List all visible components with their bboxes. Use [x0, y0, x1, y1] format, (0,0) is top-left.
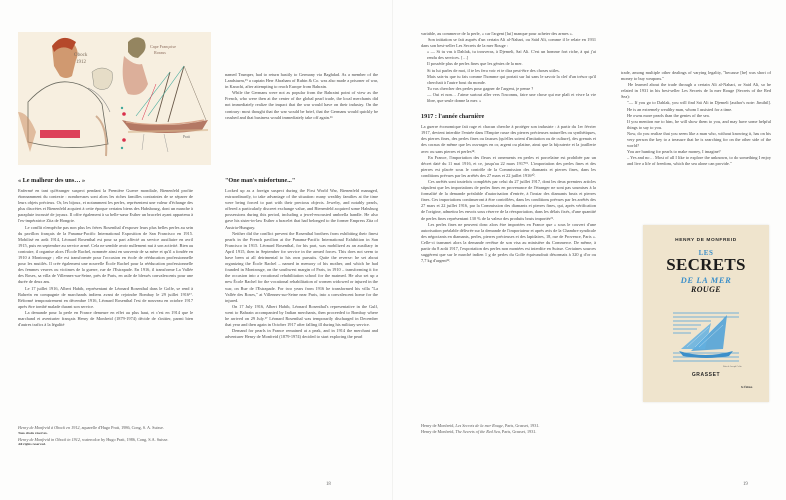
- book-cover-caption: [421, 423, 561, 435]
- svg-text:Cape Françoise: Cape Françoise: [150, 44, 176, 49]
- quote-line: Now, do you realize that you seem like a man who, without knowing it, has on his very person the key to a treasure that he is searching for on the other side of the world?: [627, 130, 771, 149]
- cover-edition: 9e Édition: [741, 386, 753, 389]
- section-heading-1917: 1917 : l'année charnière: [421, 113, 485, 121]
- quote-line: He owns more pearls than the genies of the sea.: [627, 112, 710, 118]
- paragraph: Le conflit n'empêche pas non plus les frères Rosenthal d'exposer leurs plus belles perles au sein du pavillon français de la Panama-Pacific International Exposition de San Francisco en 1915. Mobilisé en août 1914, Léonard Rosenthal est pour sa part affecté au service auxiliaire en avril 1915, puis en septembre au service armé. Cela ne semble avoir nullement nui à son activité. Bien au contraire, il organise alors l'École Rachel, nommée ainsi en souvenir de sa mère et qu'il a fondée en 1910 à Montrouge ; elle est transformée pour l'occasion en école de rééducation professionnelle pour les mutilés. Il crée également une nouvelle École Rachel pour la rééducation professionnelle des femmes veuves ou victimes de la guerre, rue de l'Estrapade. En 1916, il transforme La Vallée des Roses, sa villa de Villennes-sur-Seine, près de Paris, en asile de blessés convalescents pour une durée de deux ans.: [18, 224, 193, 285]
- caption-en-book-title: The Secrets of the Red Sea: [455, 428, 500, 434]
- section-heading-fr: « Le malheur des uns… »: [18, 177, 86, 184]
- cover-title-de-la-mer: DE LA MER: [680, 275, 732, 285]
- paragraph: trade, among multiple other dealings of varying legality, "because [he] was short of money to buy weapons.": [621, 70, 771, 82]
- quote-line: "— If you go to Dahlak, you will find Saï Ali in Djemeli [author's note: Jimihil]. He is an extremely wealthy man, whom I assisted for a time.: [627, 100, 771, 112]
- paragraph: Demand for pearls in France remained at a peak, and in 1914 the merchant and adventurer Henry de Monfreid (1879-1974) decided to start exploring the pearl: [225, 328, 378, 340]
- cover-publisher: GRASSET: [691, 372, 721, 378]
- quote-line: « — Si tu vas à Dahlak, tu trouveras, à Djemeli, Saï Ali. C'est un homme fort riche, à qui j'ai rendu des services. […]: [427, 49, 596, 61]
- section-heading-en: "One man's misfortune...": [225, 177, 296, 184]
- quote-line: Tu vas chercher des perles pour gagner de l'argent, je pense ?: [427, 85, 534, 91]
- paragraph: While the Germans were not as popular from the Bahraini point of view as the French, who were then at the center of the global pearl trade, the local merchants did not immediately realize the impact that the war would have on their industry. On the contrary: most thought that the war would be brief, that the Germans would quickly be crushed and that business would immediately take off again.¹⁶: [225, 90, 378, 120]
- sailboat-engraving-icon: [671, 309, 741, 367]
- paragraph: Ces arrêtés sont toutefois complétés par celui du 27 juillet 1917, dont les deux premiers articles stipulent que les importations de perles fines en provenance de l'étranger ne sont pas soumises à la formalité de la demande préalable d'autorisation d'entrée, à l'instar des diamants bruts et pierres fines. Ces importations continueront à être contrôlées, dans les conditions prévues par les arrêtés des 27 mars et 22 juillet 1916, par la Commission des diamants et pierres fines, qui, après vérification de l'origine, admettra les envois sous réserve de la réexportation, dans les délais fixés, d'une quantité de perles fines représentant 130 % de la valeur des produits bruts importés²¹.: [421, 178, 596, 221]
- paragraph: variable, au commerce de la perle, « car l'argent [lui] manque pour acheter des armes ».: [421, 31, 573, 36]
- caption-fr-title: Henry de Monfreid à Obock en 1912,: [18, 425, 81, 430]
- paragraph: named Trumper, had to return hastily to Germany via Baghdad. As a member of the Landsturm,¹⁵ a captain Herr Abraham of Rubin & Co. was also made a prisoner of war, in Karachi, after attempting to reach Europe from Bahrain.: [225, 72, 378, 90]
- svg-text:Roraus: Roraus: [154, 50, 166, 55]
- paragraph: Les perles fines ne peuvent donc alors être importées en France que « sous le couvert d'une autorisation préalable délivrée sur la demande de l'importateur et après avis de la Chambre syndicale des négociants en diamants, perles, pierres précieuses et des lapidaires, 18, rue de Provence, Paris ». Celle-ci transmet alors la demande revêtue de son visa au ministère du Commerce. De même, à partir du 8 août 1917, l'exportation des perles non montées est interdite en Suisse. Certaines sources suggèrent que sur le marché indien 1 g de perles du Golfe équivaudrait désormais à 320 g d'or ou 7,7 kg d'argent²².: [421, 221, 596, 264]
- paragraph: On 17 July 1916, Albert Habib, Léonard Rosenthal's representative in the Gulf, went to Bahrain accompanied by Indian merchants, then proceeded to Bombay where he arrived on 29 July.¹⁷ Léonard Rosenthal was temporarily discharged in December that year and then again in October 1917 after falling ill during his military service.: [225, 303, 378, 328]
- paragraph: La guerre économique fait rage et chacun cherche à protéger son industrie : à partir du 1er février 1917, devient interdite l'entrée dans l'Empire russe des pierres précieuses naturelles ou synthétiques, des pierres fines, des perles fines ou fausses (qu'elles soient d'imitation ou de culture), des grenats et des coraux de même que les ouvrages en or, argent ou platine, ainsi que la bijouterie et la joaillerie avec ou sans pierres et perles¹⁸.: [421, 124, 596, 154]
- caption-en-text: watercolor by Hugo Pratt, 1986, Cong, S.A. Suisse.: [81, 436, 169, 442]
- svg-text:Pratt: Pratt: [183, 135, 190, 139]
- svg-text:1912: 1912: [76, 60, 86, 65]
- paragraph: Le 17 juillet 1916, Albert Habib, représentant de Léonard Rosenthal dans le Golfe, se rend à Bahreïn en compagnie de marchands indiens avant de rejoindre Bombay le 29 juillet 1916¹⁷. Réformé temporairement en décembre 1916, Léonard Rosenthal l'est de nouveau en octobre 1917 après être tombé malade durant son service.: [18, 285, 193, 309]
- page-number-left: 18: [326, 482, 331, 487]
- caption-text: Henry de Monfreid,: [421, 428, 456, 434]
- right-column-fr: [421, 31, 596, 264]
- quote-line: – Yes and no… Most of all I like to explore the unknown, to do something I enjoy and live a life of freedom, which the sea alone can provide.": [627, 155, 771, 167]
- left-column-fr: [18, 177, 193, 328]
- watercolor-illustration: [18, 32, 211, 165]
- quote-line: Il possède plus de perles fines que les génies de la mer.: [427, 61, 523, 67]
- page-number-right: 19: [743, 482, 748, 487]
- paragraph: La demande pour la perle en France demeure en effet au plus haut, et c'est en 1914 que le marchand et aventurier français Henry de Monfreid (1879-1974) décide de s'initier, parmi bien d'autres trafics à la légalité: [18, 309, 193, 328]
- caption-text: Henry de Monfreid,: [421, 423, 456, 428]
- paragraph: Neither did the conflict prevent the Rosenthal brothers from exhibiting their finest pearls in the French pavilion at the Panama-Pacific International Exhibition in San Francisco in 1915. Léonard Rosenthal, for his part, was mobilized as an auxiliary in April 1915, then in September for service in the armed forces. This does not seem to have been at all detrimental to his own pursuits. Quite the reverse: he set about organizing the École Rachel – named in memory of his mother, and which he had founded in Montrouge, on the southwest margin of Paris, in 1910 – transforming it for the occasion into a vocational rehabilitation school for the maimed. He also set up a new École Rachel for the vocational rehabilitation of women widowed or injured in the war, on Rue de l'Estrapade. For two years from 1916 he transformed his villa "La Vallée des Roses," at Villennes-sur-Seine near Paris, into a convalescent home for the injured.: [225, 230, 378, 303]
- paragraph: En France, l'importation des fleurs et ornements en perles et porcelaine est prohibée par un décret daté du 11 mai 1916, et ce, jusqu'au 22 mars 1917¹⁹. L'importation des perles fines et des pierres est placée sous le contrôle de la Commission des diamants et pierres fines, dans les conditions prévues par les arrêtés des 27 mars et 22 juillet 1916²⁰.: [421, 154, 596, 178]
- book-cover-image: [643, 225, 769, 402]
- caption-en-title: Henry de Monfreid in Obock in 1912,: [18, 436, 81, 442]
- paragraph: Locked up as a foreign suspect during the First World War, Bienenfeld managed, extraordinarily, to take advantage of the situation: many wealthy families at the time were being forced to part with their precious objects. Jewelry, and notably pearls, offered a particularly discreet exchange value, and Bienenfeld acquired some Habsburg possessions during this period, including a jewel-encrusted umbrella handle. He also gave his sister-in-law Esther a bracelet that had belonged to the former Empress Zita of Austria-Hungary.: [225, 188, 378, 230]
- caption-text: , Paris, Grasset, 1931.: [502, 423, 540, 428]
- quote-line: You are hunting for pearls to make money, I imagine?: [627, 149, 721, 155]
- right-column-en: [621, 70, 771, 168]
- watercolor-sketch-image: [18, 32, 211, 165]
- caption-fr-book-title: Les Secrets de la mer Rouge: [455, 423, 503, 428]
- svg-text:Obock: Obock: [74, 53, 88, 58]
- quote-line: Mais sais-tu que tu fais comme l'homme qui portait sur lui sans le savoir la clef d'un trésor qu'il cherchait à l'autre bout du monde.: [427, 73, 596, 85]
- quote-line: Si tu lui parles de moi, il te les fera voir et te dira peut-être des choses utiles.: [427, 67, 560, 73]
- cover-author: HENRY DE MONFREID: [675, 238, 737, 243]
- paragraph: He learned about the trade through a certain Ali al-Nahari, or Said Ali, so he related in 1931 in his best-seller Les Secrets de la mer Rouge (Secrets of the Red Sea):: [621, 82, 771, 100]
- cover-title-rouge: ROUGE: [690, 285, 721, 294]
- left-column-en: [225, 177, 378, 340]
- left-column-en-top: [225, 72, 378, 121]
- paragraph: Enfermé en tant qu'étranger suspect pendant la Première Guerre mondiale, Bienenfeld profite étonnamment du contexte : nombreuses sont alors les riches familles contraintes de se séparer de leurs objets précieux. Or, les bijoux, et notamment les perles, représentent une valeur d'échange des plus discrètes et Bienenfeld acquiert à cette époque certains biens des Habsbourg, dont un manche à parapluie incrusté de joyaux. Il offre également à sa belle-sœur Esther un bracelet ayant appartenu à l'ex-impératrice Zita de Hongrie.: [18, 188, 193, 224]
- caption-en-rights: All rights reserved.: [18, 442, 46, 447]
- quote-line: — Oui et non… J'aime surtout aller vers l'inconnu, faire une chose qui me plaît et vivre la vie libre, que seule donne la mer. »: [427, 91, 596, 104]
- paragraph: Son initiation se fait auprès d'un certain Ali al-Nahari, ou Saïd Ali, comme il le relate en 1931 dans son best-seller Les Secrets de la mer Rouge :: [421, 37, 596, 49]
- caption-text: , Paris, Grasset, 1931.: [499, 428, 537, 434]
- caption-fr-text: aquarelle d'Hugo Pratt, 1986, Cong, S. A. Suisse.: [80, 425, 164, 430]
- quote-line: If you mention me to him, he will show them to you, and may have some helpful things to say to you.: [627, 118, 771, 130]
- cover-title-secrets: SECRETS: [666, 255, 746, 274]
- engraving-credit: Bois de Joseph Colin: [723, 366, 742, 368]
- cover-title-les: LES: [698, 249, 714, 257]
- caption-fr-rights: Tous droits réservés.: [18, 430, 48, 435]
- illustration-caption: [18, 425, 193, 448]
